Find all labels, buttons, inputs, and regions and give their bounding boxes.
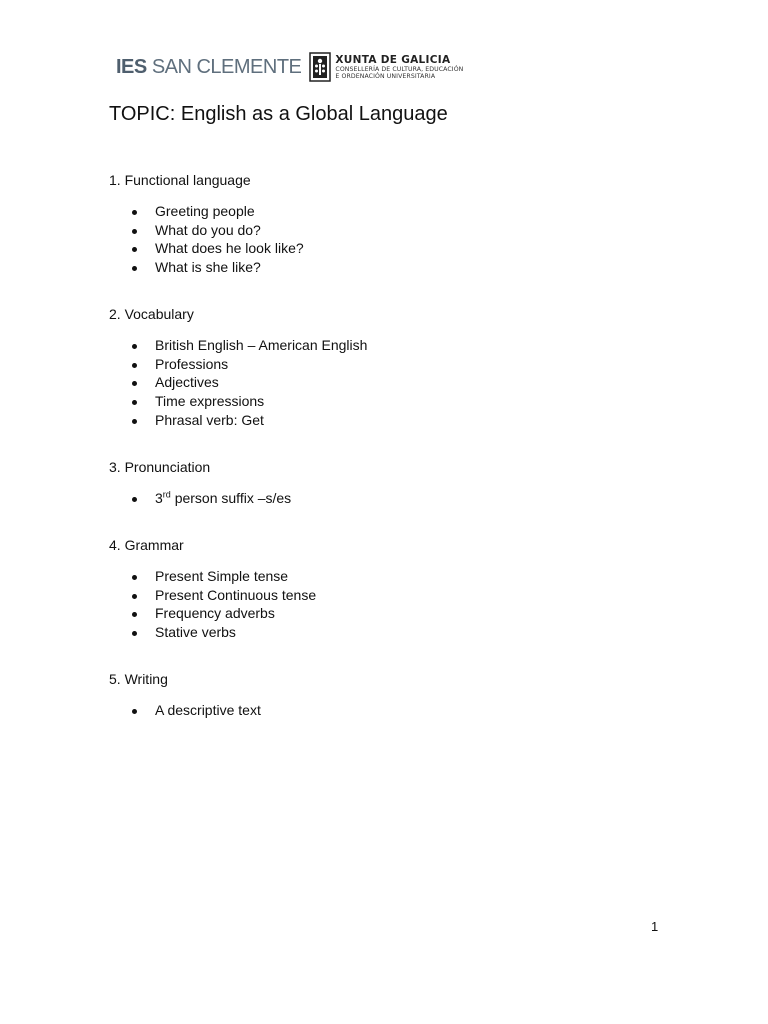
bullet-icon [132, 709, 137, 714]
government-dept-line2: E ORDENACIÓN UNIVERSITARIA [335, 73, 436, 80]
school-logo [116, 56, 301, 79]
list-item [109, 221, 669, 240]
section-vocabulary [109, 305, 669, 430]
page-number: 1 [651, 919, 659, 934]
list-item [109, 489, 669, 508]
bullet-icon [132, 363, 137, 368]
list-item-text: Present Continuous tense [155, 586, 317, 603]
school-name: SAN CLEMENTE [151, 55, 302, 78]
section-writing [109, 670, 669, 720]
page-title: TOPIC: English as a Global Language [109, 103, 448, 125]
list-item [109, 701, 669, 720]
section-heading: 3. Pronunciation [109, 459, 211, 475]
list-item [109, 586, 669, 605]
list-item [109, 258, 669, 277]
list-item [109, 604, 669, 623]
bullet-icon [132, 381, 137, 386]
list-item-text: Present Simple tense [155, 568, 289, 584]
bullet-list [109, 567, 669, 642]
government-dept-line1: CONSELLERÍA DE CULTURA, EDUCACIÓN [335, 65, 464, 73]
list-item-text: Adjectives [155, 374, 219, 391]
list-item-text: Greeting people [155, 203, 255, 219]
ordinal-superscript: rd [162, 489, 171, 500]
section-functional-language [109, 171, 669, 277]
list-item [109, 373, 669, 392]
list-item [109, 392, 669, 411]
list-item-text: Phrasal verb: Get [155, 411, 264, 428]
section-heading: 5. Writing [109, 671, 168, 687]
bullet-icon [132, 344, 137, 349]
list-item-text: Professions [155, 355, 229, 372]
ordinal-number: 3 [155, 490, 163, 506]
section-heading: 4. Grammar [109, 537, 184, 553]
bullet-icon [132, 400, 137, 405]
section-pronunciation [109, 458, 669, 508]
list-item [109, 355, 669, 374]
bullet-icon [132, 612, 137, 617]
bullet-icon [132, 210, 137, 215]
bullet-icon [132, 575, 137, 580]
list-item-text: What does he look like? [155, 240, 304, 257]
bullet-icon [132, 419, 137, 424]
government-name: XUNTA DE GALICIA [335, 53, 451, 66]
bullet-icon [132, 631, 137, 636]
bullet-list [109, 701, 669, 720]
school-abbr: IES [116, 55, 147, 78]
list-item-text: Frequency adverbs [155, 605, 275, 622]
bullet-icon [132, 229, 137, 234]
bullet-icon [132, 594, 137, 599]
document-header [116, 50, 463, 84]
list-item-text: person suffix –s/es [170, 490, 292, 506]
list-item-text: Stative verbs [155, 624, 236, 641]
bullet-list [109, 336, 669, 430]
list-item-text: What is she like? [155, 259, 261, 276]
list-item [109, 567, 669, 586]
list-item [109, 336, 669, 355]
list-item [109, 411, 669, 430]
list-item-text: Time expressions [155, 393, 265, 410]
bullet-icon [132, 266, 137, 271]
section-grammar [109, 536, 669, 642]
section-heading: 2. Vocabulary [109, 306, 194, 322]
list-item-text: British English – American English [155, 337, 368, 353]
bullet-icon [132, 247, 137, 252]
list-item [109, 239, 669, 258]
list-item-text: A descriptive text [155, 702, 261, 718]
bullet-list [109, 202, 669, 277]
list-item-text: What do you do? [155, 221, 261, 238]
list-item [109, 623, 669, 642]
galicia-crest-icon [309, 52, 331, 82]
list-item [109, 202, 669, 221]
section-heading: 1. Functional language [109, 172, 251, 188]
bullet-icon [132, 497, 137, 502]
government-logo [335, 54, 463, 81]
bullet-list [109, 489, 669, 508]
